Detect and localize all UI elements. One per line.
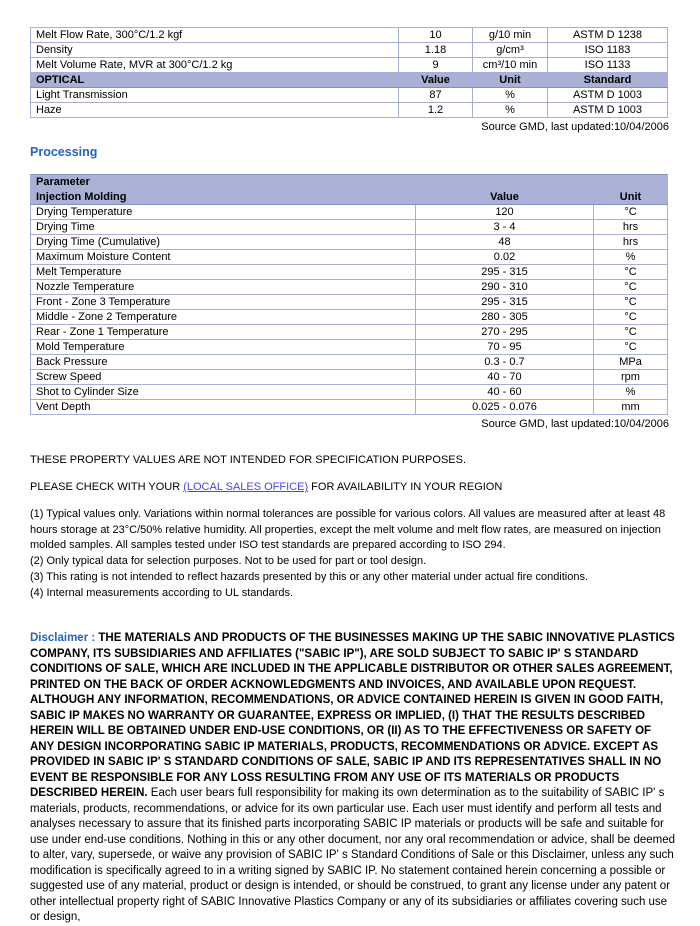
value-cell: 3 - 4 xyxy=(416,220,594,235)
table-row xyxy=(31,295,668,310)
parameter-cell: Shot to Cylinder Size xyxy=(31,385,416,400)
section-label: OPTICAL xyxy=(31,73,399,88)
disclaimer-label: Disclaimer : xyxy=(30,632,96,645)
unit-cell: % xyxy=(594,385,668,400)
injection-molding-header: Injection Molding xyxy=(31,190,416,205)
footnote: (4) Internal measurements according to UL standards. xyxy=(30,586,294,599)
unit-cell: °C xyxy=(594,280,668,295)
table-row xyxy=(31,28,668,43)
unit-cell: MPa xyxy=(594,355,668,370)
source-note-top: Source GMD, last updated:10/04/2006 xyxy=(481,121,669,133)
unit-cell: °C xyxy=(594,325,668,340)
value-cell: 295 - 315 xyxy=(416,265,594,280)
value-cell: 290 - 310 xyxy=(416,280,594,295)
parameter-cell: Rear - Zone 1 Temperature xyxy=(31,325,416,340)
parameter-header: Parameter xyxy=(31,175,668,190)
properties-rows xyxy=(31,28,668,73)
value-cell: 87 xyxy=(399,88,473,103)
standard-cell: ISO 1183 xyxy=(548,43,668,58)
property-cell: Haze xyxy=(31,103,399,118)
value-cell: 120 xyxy=(416,205,594,220)
processing-table-header xyxy=(31,175,668,205)
disclaimer xyxy=(30,631,676,926)
property-cell: Light Transmission xyxy=(31,88,399,103)
parameter-cell: Drying Time (Cumulative) xyxy=(31,235,416,250)
value-cell: 1.18 xyxy=(399,43,473,58)
parameter-cell: Front - Zone 3 Temperature xyxy=(31,295,416,310)
parameter-cell: Nozzle Temperature xyxy=(31,280,416,295)
processing-heading: Processing xyxy=(30,145,98,159)
value-header: Value xyxy=(399,73,473,88)
table-row xyxy=(31,250,668,265)
unit-header: Unit xyxy=(473,73,548,88)
unit-cell: hrs xyxy=(594,235,668,250)
disclaimer-bold-text: THE MATERIALS AND PRODUCTS OF THE BUSINESSES MAKING UP THE SABIC INNOVATIVE PLASTICS COMPANY, ITS SUBSIDIARIES AND AFFILIATES ("SABIC IP"), ARE SOLD SUBJECT TO SABIC IP' S STANDARD CONDITIONS OF SALE, WHICH ARE INCLUDED IN THE APPLICABLE DISTRIBUTOR OR OTHER SALES AGREEMENT, PRINTED ON THE BACK OF ORDER ACKNOWLEDGMENTS AND INVOICES, AND AVAILABLE UPON REQUEST. ALTHOUGH ANY INFORMATION, RECOMMENDATIONS, OR ADVICE CONTAINED HEREIN IS GIVEN IN GOOD FAITH, SABIC IP MAKES NO WARRANTY OR GUARANTEE, EXPRESS OR IMPLIED, (I) THAT THE RESULTS DESCRIBED HEREIN WILL BE OBTAINED UNDER END-USE CONDITIONS, OR (II) AS TO THE EFFECTIVENESS OR SAFETY OF ANY DESIGN INCORPORATING SABIC IP MATERIALS, PRODUCTS, RECOMMENDATIONS OR ADVICE. EXCEPT AS PROVIDED IN SABIC IP' S STANDARD CONDITIONS OF SALE, SABIC IP AND ITS REPRESENTATIVES SHALL IN NO EVENT BE RESPONSIBLE FOR ANY LOSS RESULTING FROM ANY USE OF ITS MATERIALS OR PRODUCTS DESCRIBED HEREIN. xyxy=(30,632,675,800)
table-row xyxy=(31,88,668,103)
value-cell: 9 xyxy=(399,58,473,73)
table-row xyxy=(31,340,668,355)
table-row xyxy=(31,385,668,400)
table-row xyxy=(31,58,668,73)
table-row xyxy=(31,400,668,415)
parameter-cell: Melt Temperature xyxy=(31,265,416,280)
unit-cell: °C xyxy=(594,295,668,310)
table-row xyxy=(31,370,668,385)
table-row xyxy=(31,355,668,370)
table-row xyxy=(31,310,668,325)
source-note-processing: Source GMD, last updated:10/04/2006 xyxy=(481,418,669,430)
value-cell: 280 - 305 xyxy=(416,310,594,325)
processing-table xyxy=(30,174,668,415)
value-cell: 40 - 70 xyxy=(416,370,594,385)
parameter-cell: Maximum Moisture Content xyxy=(31,250,416,265)
property-cell: Density xyxy=(31,43,399,58)
unit-cell: % xyxy=(473,88,548,103)
value-cell: 270 - 295 xyxy=(416,325,594,340)
value-cell: 0.025 - 0.076 xyxy=(416,400,594,415)
footnote: (1) Typical values only. Variations within normal tolerances are possible for various colors. All values are measured after at least 48 hours storage at 23°C/50% relative humidity. All properties, except the melt volume and melt flow rates, are measured on injection molded samples. All samples tested under ISO test standards are prepared according to ISO 294. xyxy=(30,508,666,552)
local-sales-office-link[interactable]: (LOCAL SALES OFFICE) xyxy=(183,481,309,493)
disclaimer-regular-text: Each user bears full responsibility for making its own determination as to the suitability of SABIC IP' s materials, products, recommendations, or advice for its own particular use. Each user must identify and perform all tests and analyses necessary to assure that its finished parts incorporating SABIC IP materials or products will be safe and suitable for use under end-use conditions. Nothing in this or any other document, nor any oral recommendation or advice, shall be deemed to alter, vary, supersede, or waive any provision of SABIC IP' s Standard Conditions of Sale or this Disclaimer, unless any such modification is specifically agreed to in a writing signed by SABIC IP. No statement contained herein concerning a possible or suggested use of any material, product or design is intended, or should be construed, to grant any license under any patent or other intellectual property right of SABIC Innovative Plastics Company or any of its subsidiaries or affiliates covering such use or design, xyxy=(30,787,676,924)
unit-cell: g/cm³ xyxy=(473,43,548,58)
value-cell: 48 xyxy=(416,235,594,250)
unit-cell: g/10 min xyxy=(473,28,548,43)
unit-cell: °C xyxy=(594,310,668,325)
unit-cell: % xyxy=(594,250,668,265)
parameter-cell: Back Pressure xyxy=(31,355,416,370)
value-cell: 0.02 xyxy=(416,250,594,265)
footnotes xyxy=(30,507,678,601)
unit-header: Unit xyxy=(594,190,668,205)
parameter-cell: Screw Speed xyxy=(31,370,416,385)
optical-header-row xyxy=(31,73,668,88)
table-row xyxy=(31,235,668,250)
table-row xyxy=(31,265,668,280)
unit-cell: cm³/10 min xyxy=(473,58,548,73)
unit-cell: % xyxy=(473,103,548,118)
standard-cell: ASTM D 1003 xyxy=(548,103,668,118)
unit-cell: rpm xyxy=(594,370,668,385)
property-cell: Melt Flow Rate, 300°C/1.2 kgf xyxy=(31,28,399,43)
spec-purpose-note: THESE PROPERTY VALUES ARE NOT INTENDED FOR SPECIFICATION PURPOSES. xyxy=(30,454,467,466)
table-row xyxy=(31,220,668,235)
footnote: (2) Only typical data for selection purposes. Not to be used for part or tool design. xyxy=(30,555,427,568)
unit-cell: °C xyxy=(594,340,668,355)
table-row xyxy=(31,205,668,220)
standard-cell: ISO 1133 xyxy=(548,58,668,73)
table-row xyxy=(31,43,668,58)
value-cell: 1.2 xyxy=(399,103,473,118)
value-cell: 0.3 - 0.7 xyxy=(416,355,594,370)
property-cell: Melt Volume Rate, MVR at 300°C/1.2 kg xyxy=(31,58,399,73)
optical-section-header xyxy=(31,73,668,88)
unit-cell: °C xyxy=(594,265,668,280)
unit-cell: °C xyxy=(594,205,668,220)
parameter-cell: Drying Time xyxy=(31,220,416,235)
parameter-cell: Mold Temperature xyxy=(31,340,416,355)
properties-table xyxy=(30,27,668,118)
unit-cell: hrs xyxy=(594,220,668,235)
processing-rows xyxy=(31,205,668,415)
parameter-header-row xyxy=(31,175,668,190)
availability-note xyxy=(30,480,676,494)
standard-cell: ASTM D 1238 xyxy=(548,28,668,43)
table-row xyxy=(31,103,668,118)
standard-cell: ASTM D 1003 xyxy=(548,88,668,103)
value-cell: 295 - 315 xyxy=(416,295,594,310)
parameter-cell: Drying Temperature xyxy=(31,205,416,220)
parameter-cell: Middle - Zone 2 Temperature xyxy=(31,310,416,325)
value-cell: 10 xyxy=(399,28,473,43)
availability-suffix: FOR AVAILABILITY IN YOUR REGION xyxy=(308,481,503,493)
availability-prefix: PLEASE CHECK WITH YOUR xyxy=(30,481,184,493)
value-header: Value xyxy=(416,190,594,205)
value-cell: 70 - 95 xyxy=(416,340,594,355)
unit-cell: mm xyxy=(594,400,668,415)
footnote: (3) This rating is not intended to reflect hazards presented by this or any other material under actual fire conditions. xyxy=(30,570,589,583)
injection-molding-header-row xyxy=(31,190,668,205)
optical-rows xyxy=(31,88,668,118)
value-cell: 40 - 60 xyxy=(416,385,594,400)
table-row xyxy=(31,280,668,295)
table-row xyxy=(31,325,668,340)
standard-header: Standard xyxy=(548,73,668,88)
parameter-cell: Vent Depth xyxy=(31,400,416,415)
